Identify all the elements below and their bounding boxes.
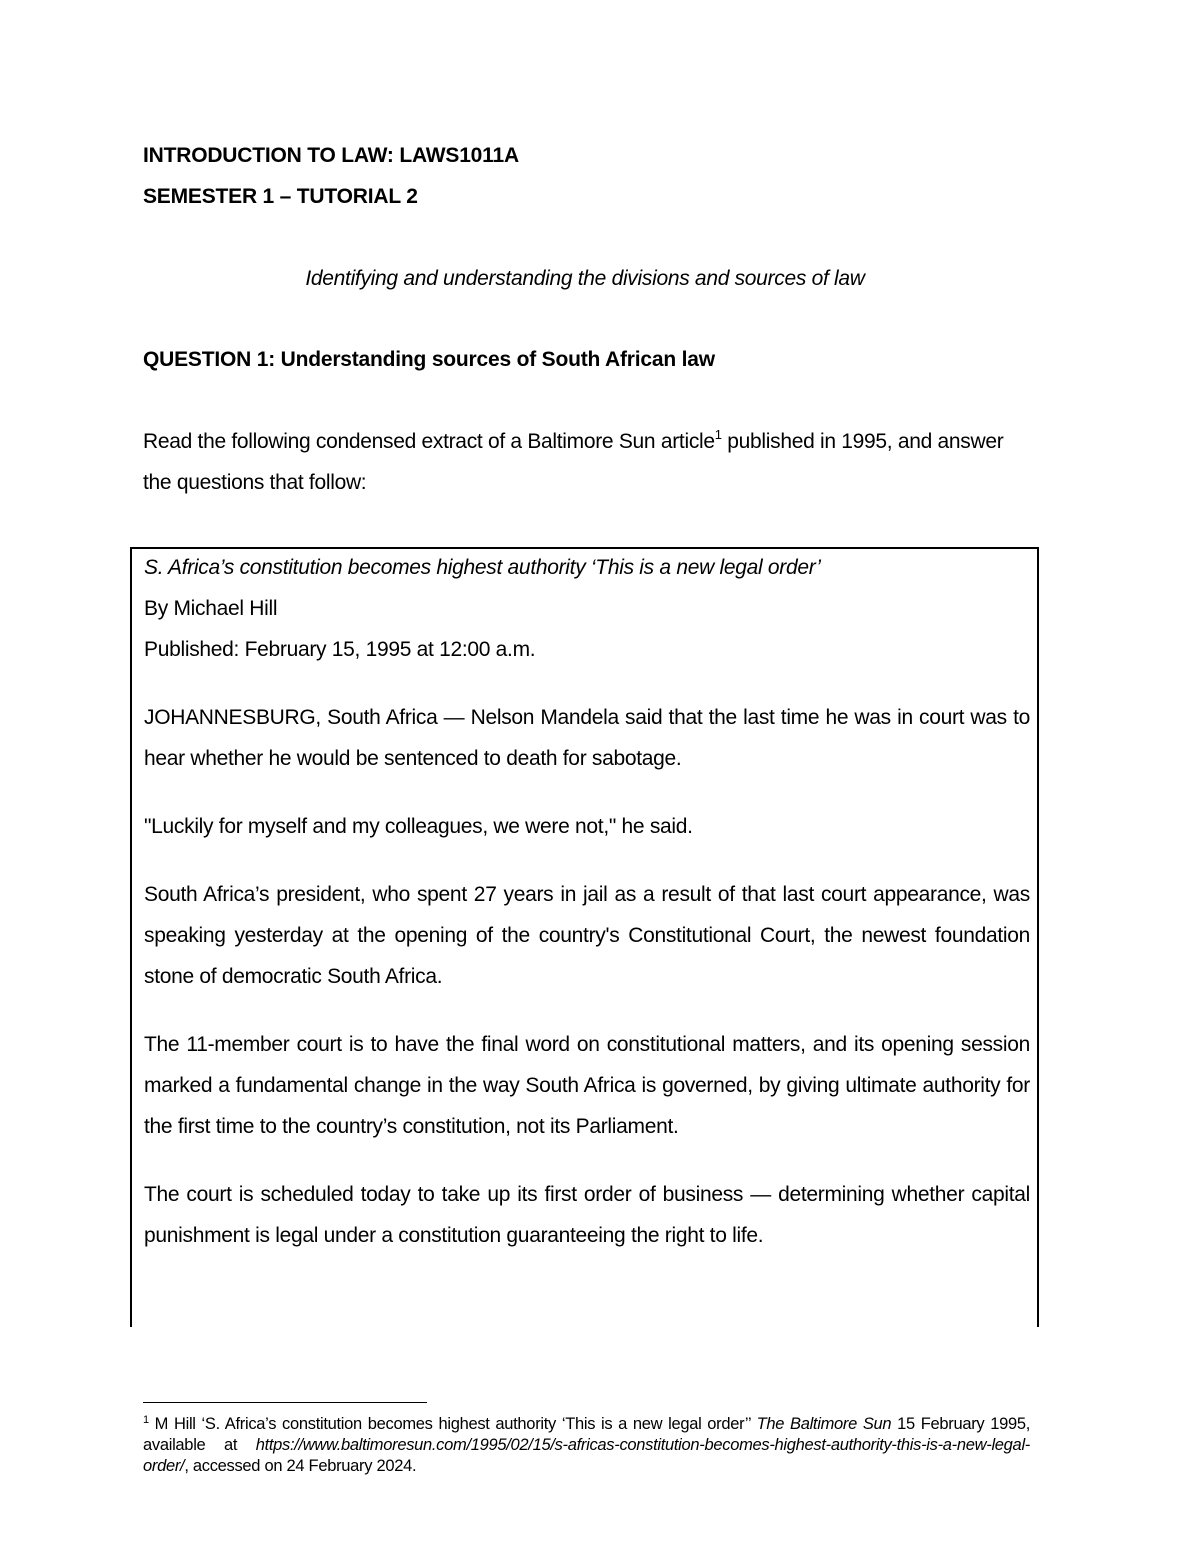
footnote-reference[interactable]: 1 (714, 427, 722, 442)
article-paragraph: South Africa’s president, who spent 27 years in jail as a result of that last court appearance, was speaking yesterday at the opening of the country's Constitutional Court, the newest foundation stone of democratic South Africa. (144, 883, 1030, 988)
article-extract-box (130, 547, 1039, 1327)
footnote-accessed: , accessed on 24 February 2024. (184, 1457, 417, 1475)
intro-paragraph (143, 421, 1033, 503)
article-byline: By Michael Hill (144, 597, 278, 620)
footnote-publication: The Baltimore Sun (756, 1415, 892, 1433)
footnote-url-link[interactable]: https://www.baltimoresun.com/1995/02/15/s-africas-constitution-becomes-highest-authority-this-is-a-new-legal-order/ (143, 1436, 1030, 1475)
footnote-number: 1 (143, 1414, 149, 1426)
article-title: S. Africa’s constitution becomes highest authority ‘This is a new legal order’ (144, 556, 821, 579)
footnote (143, 1414, 1030, 1477)
article-paragraph: JOHANNESBURG, South Africa — Nelson Mandela said that the last time he was in court was to hear whether he would be sentenced to death for sabotage. (144, 706, 1030, 770)
question-heading: QUESTION 1: Understanding sources of South African law (143, 348, 715, 371)
article-paragraph: The court is scheduled today to take up its first order of business — determining whether capital punishment is legal under a constitution guaranteeing the right to life. (144, 1183, 1030, 1247)
article-paragraph: The 11-member court is to have the final word on constitutional matters, and its opening session marked a fundamental change in the way South Africa is governed, by giving ultimate authority for the first time to the country’s constitution, not its Parliament. (144, 1033, 1030, 1138)
intro-text-end: published in 1995, and answer the questions that follow: (143, 430, 1004, 494)
footnote-citation: M Hill ‘S. Africa’s constitution becomes highest authority ‘This is a new legal order’’ (148, 1415, 757, 1433)
tutorial-title: SEMESTER 1 – TUTORIAL 2 (143, 185, 418, 208)
tutorial-subtitle: Identifying and understanding the divisions and sources of law (305, 267, 865, 290)
article-published-date: Published: February 15, 1995 at 12:00 a.m. (144, 638, 536, 661)
course-title: INTRODUCTION TO LAW: LAWS1011A (143, 144, 519, 167)
intro-text-start: Read the following condensed extract of a Baltimore Sun article (143, 430, 715, 453)
article-paragraph: "Luckily for myself and my colleagues, we were not," he said. (144, 815, 693, 838)
footnote-date: 15 February 1995, available at (143, 1415, 1030, 1454)
footnote-divider (143, 1402, 427, 1403)
article-extract (144, 549, 1030, 1256)
